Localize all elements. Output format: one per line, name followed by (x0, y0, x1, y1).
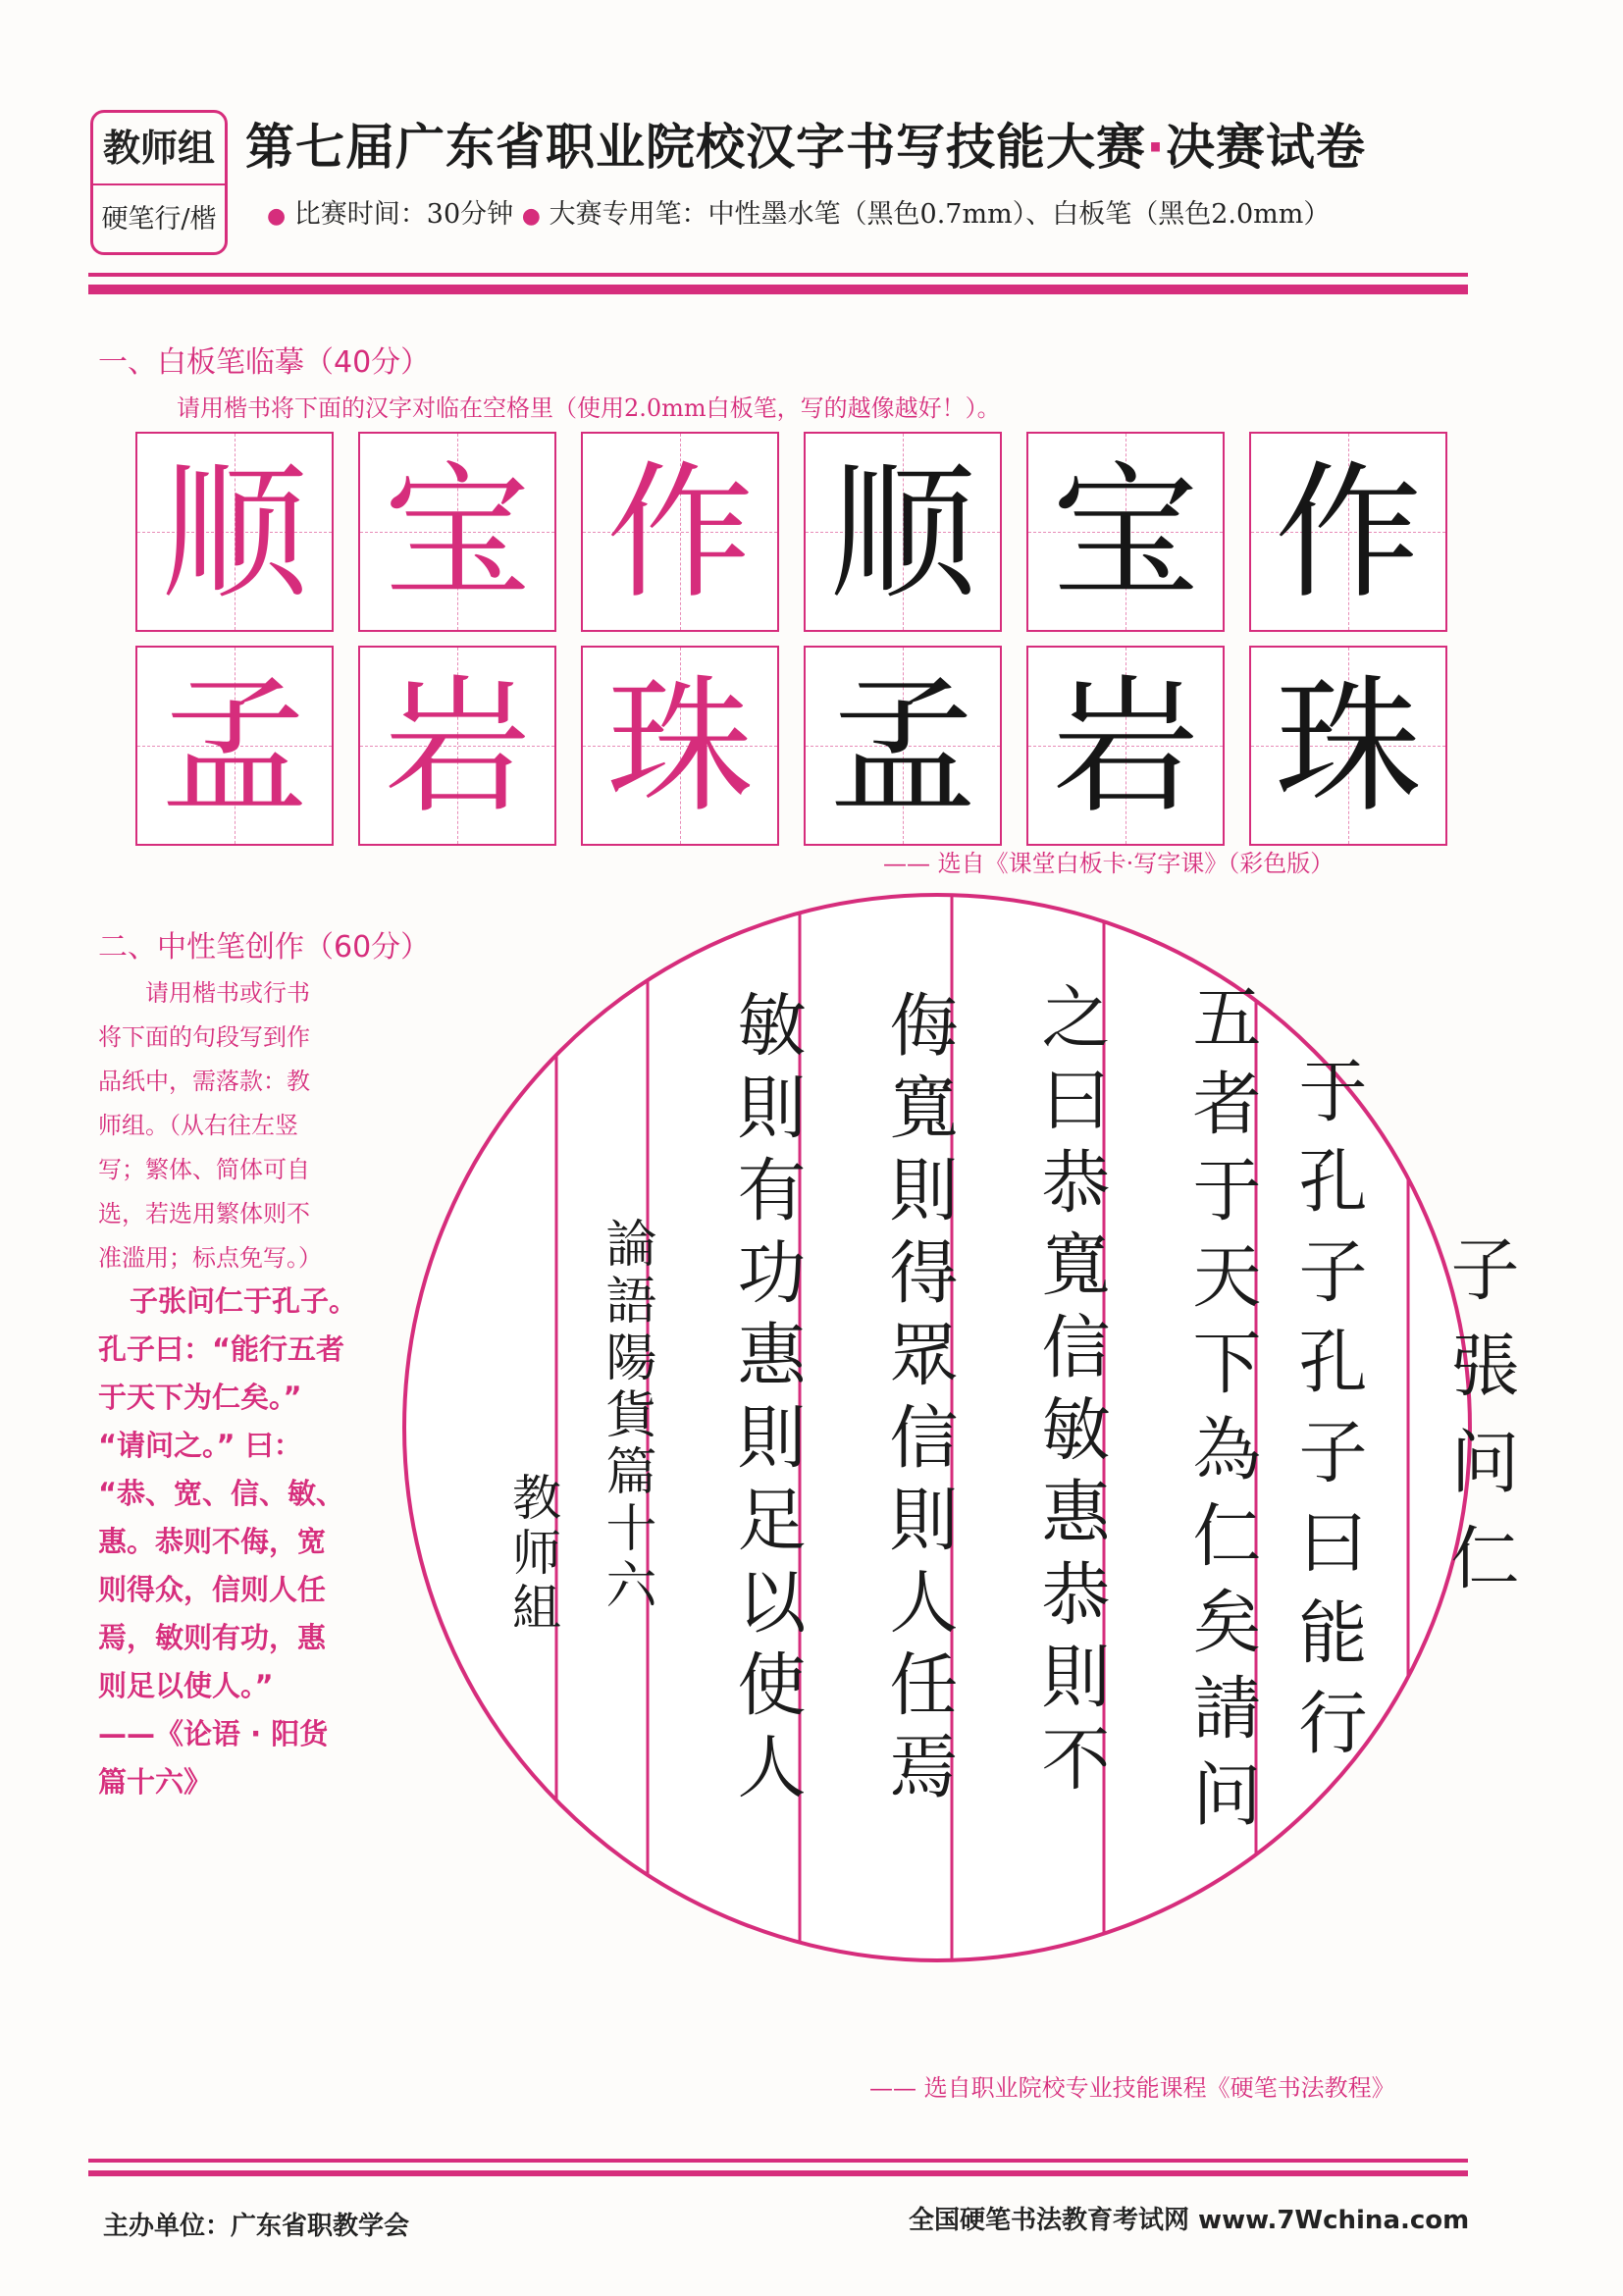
title-dot: · (1146, 119, 1166, 176)
passage-line: 焉，敏则有功，惠 (98, 1621, 327, 1654)
copy-cell[interactable] (1026, 646, 1225, 846)
section2-source: —— 选自职业院校专业技能课程《硬笔书法教程》 (869, 2074, 1395, 2102)
section1-source: —— 选自《课堂白板卡·写字课》（彩色版） (883, 850, 1335, 877)
footer-divider (88, 2159, 1468, 2163)
passage-line: 子张问仁于孔子。 (130, 1284, 358, 1318)
section2-heading: 二、中性笔创作（60分） (98, 930, 431, 965)
bullet-icon: ● (521, 204, 541, 229)
artwork-column: 于孔子孔子曰能行 (1287, 1055, 1368, 1777)
footer-divider-thick (88, 2170, 1468, 2176)
model-cell (135, 646, 334, 846)
model-char: 珠 (605, 662, 754, 833)
badge-group-label: 教师组 (93, 113, 225, 185)
artwork-signature-title: 論語陽貨篇十六 (597, 1217, 655, 1615)
copy-cell[interactable] (804, 646, 1002, 846)
artwork-column: 之曰恭寬信敏惠恭則不 (1030, 981, 1111, 1805)
organizer: 主办单位：广东省职教学会 (103, 2212, 410, 2241)
copy-grid (135, 432, 1450, 852)
copy-cell[interactable] (1249, 432, 1447, 632)
title-end: 决赛试卷 (1166, 119, 1366, 176)
model-char: 作 (605, 448, 754, 619)
exam-time: 比赛时间：30分钟 (293, 199, 514, 230)
instruction-line: 品纸中，需落款：教 (98, 1068, 310, 1095)
instruction-line: 将下面的句段写到作 (98, 1023, 310, 1051)
artwork-column: 子張问仁 (1440, 1233, 1520, 1618)
copied-char: 顺 (828, 448, 976, 619)
model-char: 顺 (160, 448, 308, 619)
instruction-line: 写；繁体、简体可自 (98, 1156, 310, 1183)
model-cell (358, 432, 556, 632)
instruction-line: 请用楷书或行书 (145, 979, 310, 1007)
group-badge (90, 110, 228, 255)
artwork-column: 敏則有功惠則足以使人 (726, 989, 807, 1813)
copied-char: 孟 (828, 662, 976, 833)
badge-style-label: 硬笔行/楷 (101, 204, 217, 235)
copy-cell[interactable] (1026, 432, 1225, 632)
page-title (245, 108, 1366, 179)
copy-cell[interactable] (804, 432, 1002, 632)
header-divider-thick (88, 285, 1468, 294)
source-passage (98, 1278, 393, 1806)
artwork-column: 五者于天下為仁矣請问 (1181, 981, 1262, 1845)
copied-char: 作 (1274, 448, 1422, 619)
model-char: 孟 (160, 662, 308, 833)
copied-char: 岩 (1051, 662, 1199, 833)
section2-instructions (98, 971, 378, 1280)
artwork-signature-author: 教师組 (504, 1472, 561, 1637)
passage-line: 则得众，信则人任 (98, 1573, 327, 1606)
passage-line: 孔子曰：“能行五者 (98, 1332, 345, 1366)
section1-description: 请用楷书将下面的汉字对临在空格里（使用2.0mm白板笔，写的越像越好！）。 (177, 394, 1001, 422)
passage-line: “恭、宽、信、敏、 (98, 1477, 345, 1510)
model-char: 宝 (383, 448, 531, 619)
passage-line: 则足以使人。” (98, 1669, 274, 1702)
website-link[interactable]: 全国硬笔书法教育考试网 www.7Wchina.com (909, 2206, 1470, 2235)
passage-line: 惠。恭则不侮，宽 (98, 1525, 327, 1558)
exam-info (267, 192, 1330, 231)
artwork-paper (393, 883, 1520, 1972)
model-cell (581, 432, 779, 632)
instruction-line: 师组。（从右往左竖 (98, 1112, 298, 1139)
passage-line: ——《论语 · 阳货 (98, 1717, 329, 1750)
instruction-line: 准滥用；标点免写。） (98, 1244, 322, 1272)
model-cell (581, 646, 779, 846)
passage-line: 篇十六》 (98, 1765, 213, 1799)
header-divider (88, 273, 1468, 277)
section1-heading: 一、白板笔临摹（40分） (98, 345, 431, 380)
copy-cell[interactable] (1249, 646, 1447, 846)
model-cell (358, 646, 556, 846)
artwork-column: 侮寬則得眾信則人任焉 (878, 989, 959, 1813)
instruction-line: 选，若选用繁体则不 (98, 1200, 310, 1227)
exam-pen: 大赛专用笔：中性墨水笔（黑色0.7mm）、白板笔（黑色2.0mm） (549, 199, 1331, 230)
model-char: 岩 (383, 662, 531, 833)
bullet-icon: ● (267, 204, 287, 229)
copied-char: 宝 (1051, 448, 1199, 619)
model-cell (135, 432, 334, 632)
passage-line: 于天下为仁矣。” (98, 1381, 302, 1414)
passage-line: “请问之。” 曰： (98, 1429, 302, 1462)
title-main: 第七届广东省职业院校汉字书写技能大赛 (245, 119, 1146, 176)
copied-char: 珠 (1274, 662, 1422, 833)
